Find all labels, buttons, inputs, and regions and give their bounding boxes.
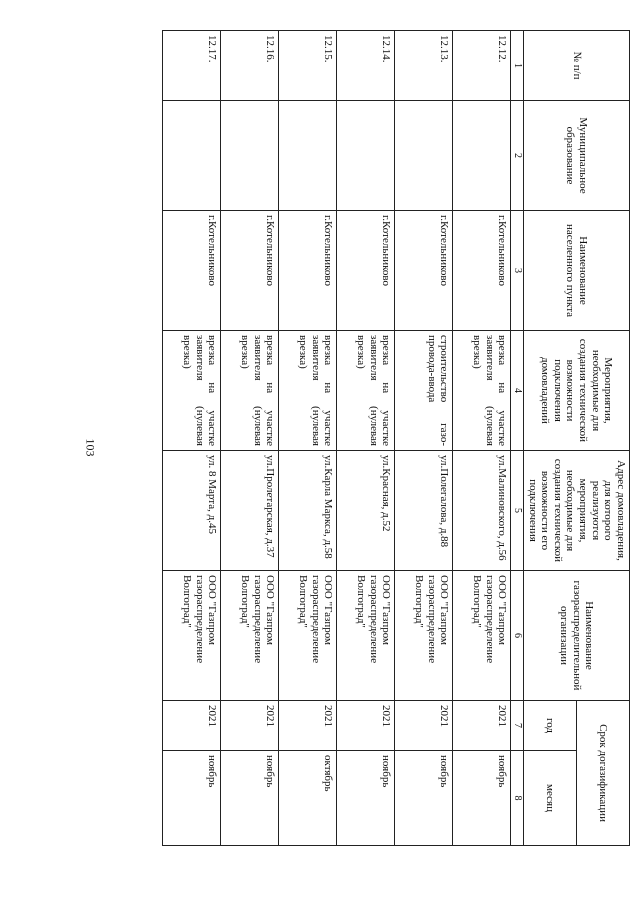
col-number: 4	[511, 331, 524, 451]
row-settlement: г.Котельниково	[279, 211, 337, 331]
row-organization: ООО "Газпром газораспределение Волгоград"	[337, 571, 395, 701]
header-address: Адрес домовладения, для которого реализуются мероприятия, необходимые для создания технической возможности его подключения	[523, 451, 629, 571]
row-month: ноябрь	[163, 751, 221, 846]
col-number: 3	[511, 211, 524, 331]
header-deadline: Срок догазификации	[576, 701, 629, 846]
header-row	[576, 31, 629, 846]
table-row	[163, 31, 221, 846]
header-year: год	[523, 701, 576, 751]
row-month: ноябрь	[337, 751, 395, 846]
row-num: 12.14.	[337, 31, 395, 101]
header-month: месяц	[523, 751, 576, 846]
table-row	[337, 31, 395, 846]
row-municipality	[279, 101, 337, 211]
row-address: ул.Карла Маркса, д.58	[279, 451, 337, 571]
row-municipality	[337, 101, 395, 211]
row-settlement: г.Котельниково	[221, 211, 279, 331]
row-settlement: г.Котельниково	[163, 211, 221, 331]
row-organization: ООО "Газпром газораспределение Волгоград"	[395, 571, 453, 701]
table-row	[279, 31, 337, 846]
table-row	[221, 31, 279, 846]
gasification-table	[162, 30, 630, 846]
row-municipality	[221, 101, 279, 211]
row-municipality	[395, 101, 453, 211]
row-num: 12.17.	[163, 31, 221, 101]
col-number: 5	[511, 451, 524, 571]
page-number: 103	[83, 438, 98, 457]
row-month: октябрь	[279, 751, 337, 846]
row-address: ул.Красная, д.52	[337, 451, 395, 571]
header-num: № п/п	[523, 31, 629, 101]
row-organization: ООО "Газпром газораспределение Волгоград"	[453, 571, 511, 701]
row-num: 12.13.	[395, 31, 453, 101]
row-measure: врезка на участке заявителя (нулевая врезка)	[453, 331, 511, 451]
row-year: 2021	[395, 701, 453, 751]
row-year: 2021	[453, 701, 511, 751]
table-row	[453, 31, 511, 846]
row-address: ул.Пролетарская, д.37	[221, 451, 279, 571]
row-address: ул.Полегалова, д.88	[395, 451, 453, 571]
row-settlement: г.Котельниково	[337, 211, 395, 331]
row-year: 2021	[337, 701, 395, 751]
column-number-row	[511, 31, 524, 846]
row-num: 12.12.	[453, 31, 511, 101]
row-year: 2021	[221, 701, 279, 751]
row-month: ноябрь	[221, 751, 279, 846]
col-number: 1	[511, 31, 524, 101]
row-organization: ООО "Газпром газораспределение Волгоград"	[279, 571, 337, 701]
row-measure: строительство газо-провода-ввода	[395, 331, 453, 451]
row-organization: ООО "Газпром газораспределение Волгоград"	[163, 571, 221, 701]
row-year: 2021	[279, 701, 337, 751]
col-number: 6	[511, 571, 524, 701]
row-month: ноябрь	[395, 751, 453, 846]
header-municipality: Муниципальное образование	[523, 101, 629, 211]
col-number: 7	[511, 701, 524, 751]
col-number: 2	[511, 101, 524, 211]
row-measure: врезка на участке заявителя (нулевая врезка)	[163, 331, 221, 451]
table-row	[395, 31, 453, 846]
row-year: 2021	[163, 701, 221, 751]
row-settlement: г.Котельниково	[395, 211, 453, 331]
row-organization: ООО "Газпром газораспределение Волгоград"	[221, 571, 279, 701]
row-address: ул. 8 Марта, д.45	[163, 451, 221, 571]
row-settlement: г.Котельниково	[453, 211, 511, 331]
row-measure: врезка на участке заявителя (нулевая врезка)	[279, 331, 337, 451]
gasification-table-container	[90, 30, 630, 845]
header-settlement: Наименование населенного пункта	[523, 211, 629, 331]
row-month: ноябрь	[453, 751, 511, 846]
row-num: 12.16.	[221, 31, 279, 101]
row-municipality	[163, 101, 221, 211]
header-organization: Наименование газораспределительной организации	[523, 571, 629, 701]
row-address: ул.Малиновского, д.56	[453, 451, 511, 571]
row-measure: врезка на участке заявителя (нулевая врезка)	[221, 331, 279, 451]
row-municipality	[453, 101, 511, 211]
row-num: 12.15.	[279, 31, 337, 101]
header-measures: Мероприятия, необходимые для создания технической возможности подключения домовладений	[523, 331, 629, 451]
row-measure: врезка на участке заявителя (нулевая врезка)	[337, 331, 395, 451]
col-number: 8	[511, 751, 524, 846]
